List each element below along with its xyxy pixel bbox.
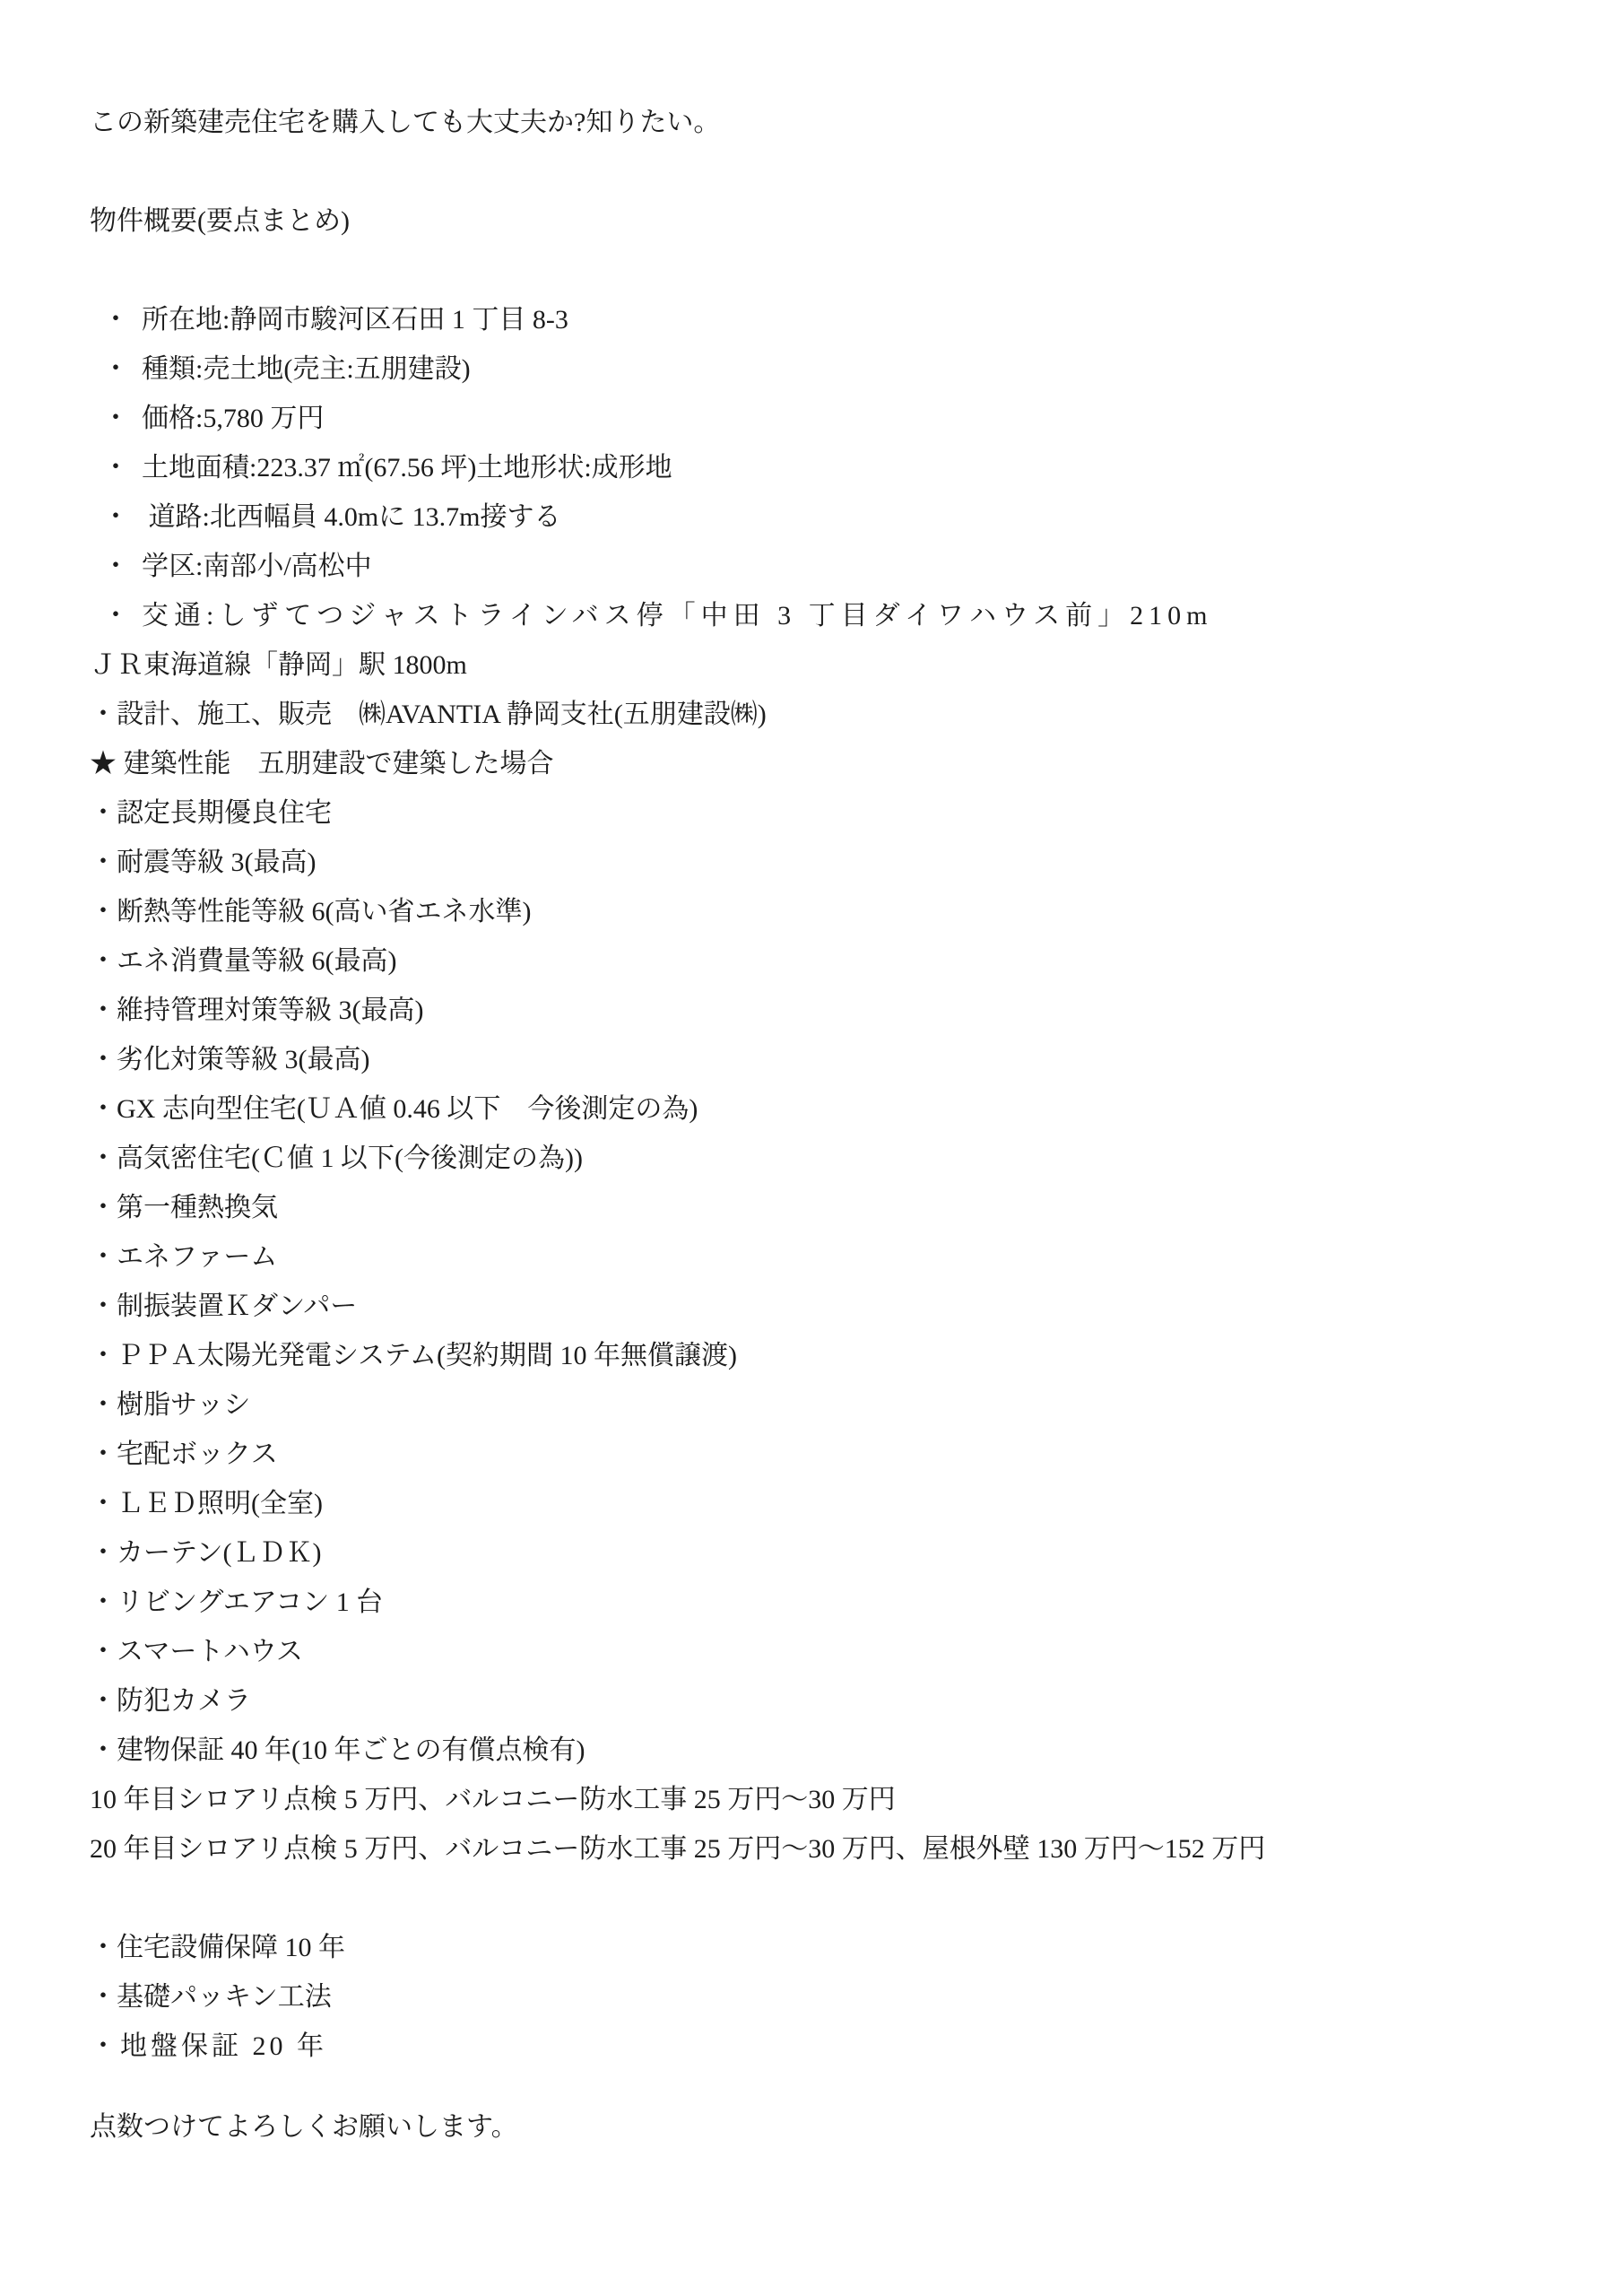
feature-item: ・宅配ボックス: [90, 1439, 278, 1469]
feature-item: ・建物保証 40 年(10 年ごとの有償点検有): [90, 1735, 585, 1765]
feature-item: ・GX 志向型住宅(ＵＡ値 0.46 以下 今後測定の為): [90, 1094, 698, 1124]
overview-item-text: 土地面積:223.37 ㎡(67.56 坪)土地形状:成形地: [142, 453, 672, 483]
design-build-sales-line: ・設計、施工、販売 ㈱AVANTIA 静岡支社(五朋建設㈱): [90, 700, 767, 729]
bullet-marker: ・: [102, 453, 129, 483]
bullet-marker: ・: [102, 502, 129, 532]
overview-item-price: [90, 394, 1568, 443]
feature-item: ・スマートハウス: [90, 1637, 303, 1666]
overview-item-type: [90, 344, 1568, 394]
bullet-marker: ・: [102, 404, 129, 433]
warranty-item-equipment: ・住宅設備保障 10 年: [90, 1933, 345, 1962]
overview-item-road: [90, 492, 1568, 542]
feature-item: ・ＰＰＡ太陽光発電システム(契約期間 10 年無償譲渡): [90, 1341, 737, 1370]
feature-item: ・ＬＥＤ照明(全室): [90, 1489, 323, 1518]
bullet-marker: ・: [102, 552, 129, 581]
blank-line: [90, 147, 1568, 196]
overview-item-text: 価格:5,780 万円: [142, 404, 325, 433]
overview-item-text: 種類:売土地(売主:五朋建設): [142, 354, 471, 384]
warranty-item-ground: ・地盤保証 20 年: [90, 2031, 327, 2061]
overview-item-location: [90, 295, 1568, 344]
feature-item: ・リビングエアコン 1 台: [90, 1587, 384, 1617]
overview-item-text: 交通:しずてつジャストラインバス停「中田 3 丁目ダイワハウス前」210m: [142, 601, 1213, 631]
maintenance-line-10yr: 10 年目シロアリ点検 5 万円、バルコニー防水工事 25 万円〜30 万円: [90, 1785, 896, 1814]
overview-item-text: 所在地:静岡市駿河区石田 1 丁目 8-3: [142, 305, 568, 335]
blank-line: [90, 1874, 1568, 1923]
intro-paragraph: この新築建売住宅を購入しても大丈夫か?知りたい。: [90, 108, 721, 137]
overview-item-land-area: [90, 443, 1568, 492]
feature-item: ・エネファーム: [90, 1242, 278, 1272]
transport-continuation: ＪＲ東海道線「静岡」駅 1800m: [90, 650, 467, 680]
feature-item: ・第一種熱換気: [90, 1193, 278, 1222]
feature-item: ・断熱等性能等級 6(高い省エネ水準): [90, 897, 532, 926]
blank-line: [90, 246, 1568, 295]
overview-item-text: 道路:北西幅員 4.0mに 13.7m接する: [142, 502, 561, 532]
blank-line: [90, 2071, 1568, 2102]
bullet-marker: ・: [102, 305, 129, 335]
feature-item: ・耐震等級 3(最高): [90, 848, 317, 877]
overview-item-school: [90, 542, 1568, 591]
feature-item: ・制振装置Ｋダンパー: [90, 1292, 358, 1321]
feature-item: ・認定長期優良住宅: [90, 798, 332, 828]
feature-item: ・高気密住宅(Ｃ値 1 以下(今後測定の為)): [90, 1144, 583, 1173]
feature-item: ・維持管理対策等級 3(最高): [90, 996, 424, 1025]
feature-item: ・樹脂サッシ: [90, 1390, 251, 1420]
section-title: 物件概要(要点まとめ): [90, 206, 350, 236]
feature-item: ・カーテン(ＬＤＫ): [90, 1538, 322, 1568]
closing-paragraph: 点数つけてよろしくお願いします。: [90, 2112, 518, 2142]
bullet-marker: ・: [102, 601, 129, 631]
overview-item-transport: [90, 591, 1568, 640]
performance-heading: ★ 建築性能 五朋建設で建築した場合: [90, 749, 554, 778]
feature-item: ・エネ消費量等級 6(最高): [90, 946, 397, 976]
maintenance-line-20yr: 20 年目シロアリ点検 5 万円、バルコニー防水工事 25 万円〜30 万円、屋根外壁 130 万円〜152 万円: [90, 1834, 1266, 1864]
bullet-marker: ・: [102, 354, 129, 384]
warranty-item-foundation: ・基礎パッキン工法: [90, 1982, 332, 2012]
feature-item: ・劣化対策等級 3(最高): [90, 1045, 370, 1074]
feature-item: ・防犯カメラ: [90, 1686, 251, 1716]
overview-item-text: 学区:南部小/高松中: [142, 552, 372, 581]
